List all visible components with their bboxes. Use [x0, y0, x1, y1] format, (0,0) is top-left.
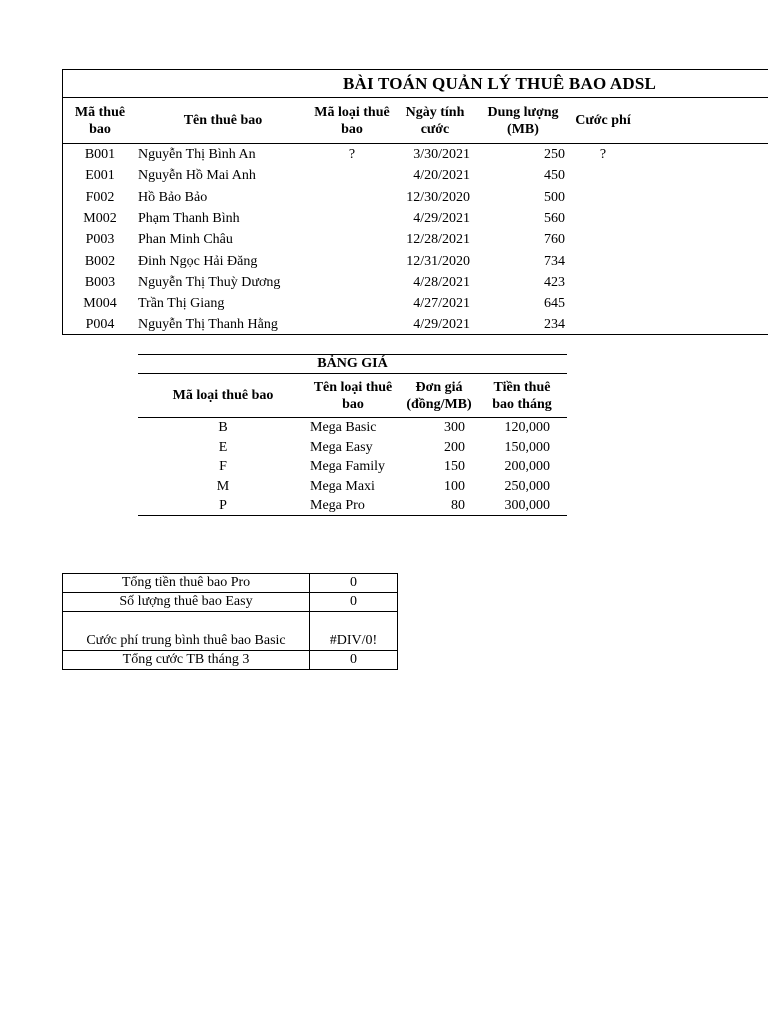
cell-ma-loai[interactable] — [308, 272, 396, 293]
cell-ten-thue-bao[interactable]: Trần Thị Giang — [138, 296, 225, 312]
cell-ngay-tinh-cuoc[interactable]: 3/30/2021 — [413, 147, 470, 162]
cell-ngay-tinh-cuoc[interactable]: 4/20/2021 — [413, 168, 470, 184]
cell-ma-loai[interactable] — [308, 165, 396, 186]
cell-ma-thue-bao[interactable]: P003 — [85, 232, 115, 248]
cell-ma-loai[interactable] — [308, 251, 396, 272]
main-table-header — [62, 98, 768, 144]
price-row — [138, 418, 567, 438]
table-row — [62, 229, 768, 250]
price-header-tien-thue[interactable]: Tiền thuê bao tháng — [492, 379, 552, 412]
cell-dung-luong[interactable]: 760 — [544, 232, 565, 248]
price-header-ten-loai[interactable]: Tên loại thuê bao — [313, 379, 393, 412]
cell-ma-thue-bao[interactable]: F002 — [85, 189, 115, 205]
header-ma-thue-bao[interactable]: Mã thuê bao — [74, 104, 126, 137]
cell-dung-luong[interactable]: 423 — [544, 274, 565, 290]
price-cell-tien-thue[interactable]: 200,000 — [504, 459, 550, 475]
cell-cuoc-phi[interactable] — [565, 251, 641, 272]
cell-ma-thue-bao[interactable]: B002 — [84, 253, 116, 269]
cell-dung-luong[interactable]: 645 — [544, 296, 565, 312]
cell-ma-loai[interactable] — [308, 187, 396, 208]
price-cell-ten-loai[interactable]: Mega Basic — [310, 420, 377, 435]
cell-cuoc-phi[interactable] — [565, 272, 641, 293]
table-row — [62, 314, 768, 335]
cell-ngay-tinh-cuoc[interactable]: 4/28/2021 — [413, 274, 470, 290]
price-table-bottom-border — [138, 515, 567, 516]
cell-cuoc-phi[interactable] — [565, 229, 641, 250]
price-cell-tien-thue[interactable]: 150,000 — [504, 439, 550, 455]
cell-ma-thue-bao[interactable]: E001 — [85, 168, 115, 184]
price-row — [138, 477, 567, 497]
price-cell-don-gia[interactable]: 200 — [444, 439, 465, 455]
price-cell-ma-loai[interactable]: E — [218, 439, 228, 455]
cell-ngay-tinh-cuoc[interactable]: 4/29/2021 — [413, 317, 470, 333]
price-cell-tien-thue[interactable]: 120,000 — [504, 420, 550, 435]
cell-ten-thue-bao[interactable]: Phạm Thanh Bình — [138, 210, 240, 226]
cell-ngay-tinh-cuoc[interactable]: 4/29/2021 — [413, 210, 470, 226]
cell-ma-thue-bao[interactable]: P004 — [85, 317, 115, 333]
cell-ten-thue-bao[interactable]: Nguyễn Thị Thuỳ Dương — [138, 274, 281, 290]
table-row — [62, 165, 768, 186]
price-header-don-gia[interactable]: Đơn giá (đồng/MB) — [406, 379, 472, 412]
cell-ten-thue-bao[interactable]: Hồ Bảo Bảo — [138, 189, 208, 205]
cell-ma-loai[interactable] — [308, 229, 396, 250]
cell-ma-thue-bao[interactable]: M002 — [83, 210, 117, 226]
cell-cuoc-phi[interactable] — [565, 314, 641, 335]
cell-ma-loai[interactable]: ? — [348, 147, 356, 162]
cell-cuoc-phi[interactable] — [565, 208, 641, 229]
cell-dung-luong[interactable]: 500 — [544, 189, 565, 205]
price-cell-don-gia[interactable]: 80 — [451, 498, 465, 514]
price-cell-ten-loai[interactable]: Mega Family — [310, 459, 386, 475]
summary-value[interactable]: 0 — [310, 651, 398, 670]
table-row — [62, 272, 768, 293]
header-ngay-tinh-cuoc[interactable]: Ngày tính cước — [405, 104, 465, 137]
table-row — [62, 187, 768, 208]
price-header-ma-loai[interactable]: Mã loại thuê bao — [172, 388, 274, 403]
header-ma-loai-thue-bao[interactable]: Mã loại thuê bao — [314, 104, 390, 137]
header-dung-luong[interactable]: Dung lượng (MB) — [487, 104, 559, 137]
price-cell-ma-loai[interactable]: B — [218, 420, 228, 435]
summary-value[interactable]: 0 — [310, 593, 398, 612]
summary-table — [62, 573, 398, 670]
header-cuoc-phi[interactable]: Cước phí — [575, 113, 631, 128]
summary-row — [63, 574, 398, 593]
price-cell-ten-loai[interactable]: Mega Pro — [310, 498, 365, 514]
price-row — [138, 457, 567, 477]
header-ten-thue-bao[interactable]: Tên thuê bao — [183, 113, 263, 128]
cell-ma-loai[interactable] — [308, 208, 396, 229]
price-cell-tien-thue[interactable]: 300,000 — [504, 498, 550, 514]
cell-ngay-tinh-cuoc[interactable]: 12/28/2021 — [406, 232, 470, 248]
price-cell-ma-loai[interactable]: P — [219, 498, 227, 514]
cell-ma-loai[interactable] — [308, 293, 396, 314]
price-cell-ten-loai[interactable]: Mega Maxi — [310, 478, 375, 494]
price-row — [138, 496, 567, 516]
cell-dung-luong[interactable]: 234 — [544, 317, 565, 333]
summary-label[interactable]: Cước phí trung bình thuê bao Basic — [63, 612, 310, 651]
cell-dung-luong[interactable]: 250 — [544, 147, 565, 162]
summary-label[interactable]: Tổng cước TB tháng 3 — [63, 651, 310, 670]
cell-dung-luong[interactable]: 450 — [544, 168, 565, 184]
cell-ten-thue-bao[interactable]: Nguyễn Hồ Mai Anh — [138, 168, 256, 184]
price-table-title: BẢNG GIÁ — [138, 354, 567, 374]
cell-ma-loai[interactable] — [308, 314, 396, 335]
summary-value[interactable]: #DIV/0! — [310, 612, 398, 651]
summary-row — [63, 593, 398, 612]
price-cell-don-gia[interactable]: 150 — [444, 459, 465, 475]
main-title-text: BÀI TOÁN QUẢN LÝ THUÊ BAO ADSL — [343, 74, 657, 93]
cell-ten-thue-bao[interactable]: Nguyễn Thị Thanh Hằng — [138, 317, 278, 333]
table-row — [62, 293, 768, 314]
price-table-header — [138, 374, 567, 418]
cell-dung-luong[interactable]: 734 — [544, 253, 565, 269]
table-row — [62, 144, 768, 165]
price-cell-ma-loai[interactable]: M — [216, 478, 230, 494]
summary-label[interactable]: Tổng tiền thuê bao Pro — [63, 574, 310, 593]
price-cell-tien-thue[interactable]: 250,000 — [504, 478, 550, 494]
cell-ten-thue-bao[interactable]: Nguyễn Thị Bình An — [138, 147, 256, 162]
cell-ngay-tinh-cuoc[interactable]: 12/30/2020 — [406, 189, 470, 205]
cell-ten-thue-bao[interactable]: Đinh Ngọc Hải Đăng — [138, 253, 258, 269]
summary-value[interactable]: 0 — [310, 574, 398, 593]
summary-row — [63, 612, 398, 651]
cell-ma-thue-bao[interactable]: B001 — [84, 147, 116, 162]
summary-label[interactable]: Số lượng thuê bao Easy — [63, 593, 310, 612]
cell-cuoc-phi[interactable] — [565, 293, 641, 314]
main-table-title — [62, 69, 768, 98]
price-cell-ten-loai[interactable]: Mega Easy — [310, 439, 373, 455]
price-cell-don-gia[interactable]: 100 — [444, 478, 465, 494]
cell-dung-luong[interactable]: 560 — [544, 210, 565, 226]
cell-ma-thue-bao[interactable]: B003 — [84, 274, 116, 290]
cell-ngay-tinh-cuoc[interactable]: 4/27/2021 — [413, 296, 470, 312]
price-row — [138, 438, 567, 458]
cell-ten-thue-bao[interactable]: Phan Minh Châu — [138, 232, 233, 248]
table-row — [62, 251, 768, 272]
price-cell-don-gia[interactable]: 300 — [444, 420, 465, 435]
cell-cuoc-phi[interactable]: ? — [599, 147, 607, 162]
cell-ngay-tinh-cuoc[interactable]: 12/31/2020 — [406, 253, 470, 269]
summary-row — [63, 651, 398, 670]
price-cell-ma-loai[interactable]: F — [219, 459, 227, 475]
table-row — [62, 208, 768, 229]
cell-ma-thue-bao[interactable]: M004 — [83, 296, 117, 312]
cell-cuoc-phi[interactable] — [565, 165, 641, 186]
cell-cuoc-phi[interactable] — [565, 187, 641, 208]
